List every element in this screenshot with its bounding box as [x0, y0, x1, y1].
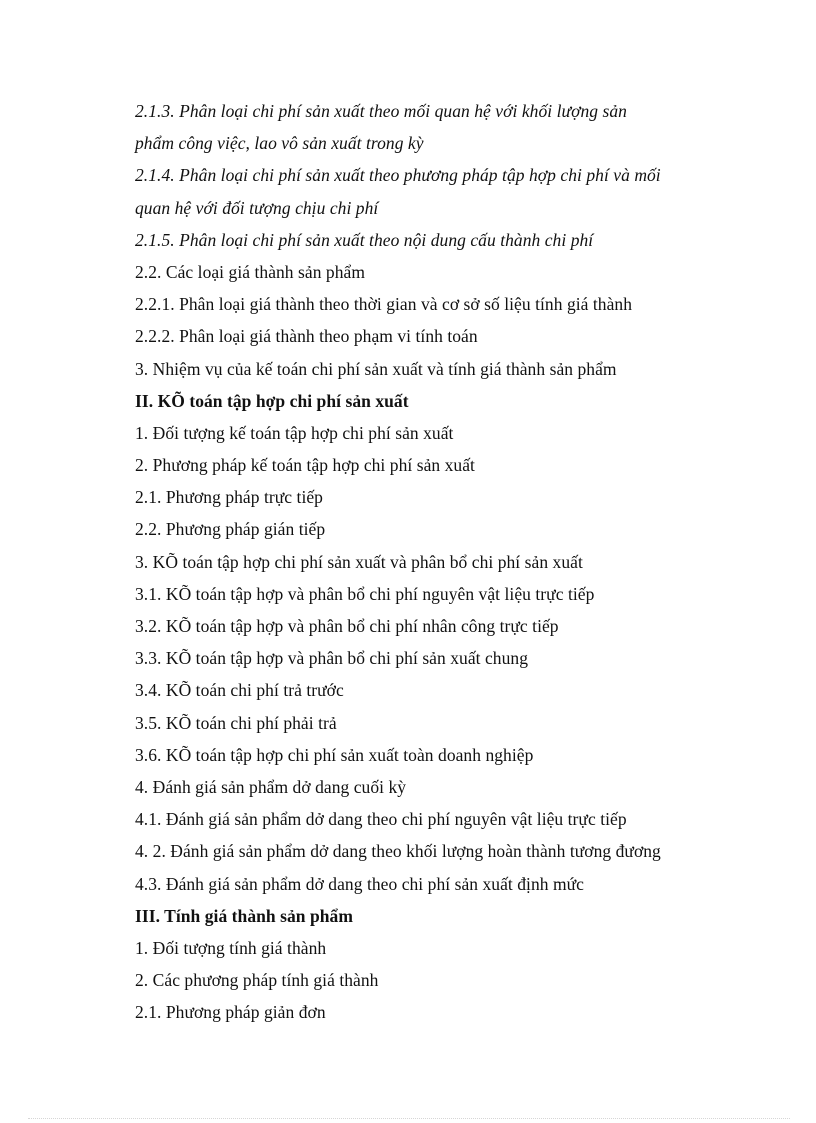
toc-line-ii-3: 3. KÕ toán tập hợp chi phí sản xuất và phân bổ chi phí sản xuất	[135, 551, 583, 572]
toc-line-ii-3-6: 3.6. KÕ toán tập hợp chi phí sản xuất toàn doanh nghiệp	[135, 744, 534, 765]
toc-line-3: 3. Nhiệm vụ của kế toán chi phí sản xuất và tính giá thành sản phẩm	[135, 358, 617, 379]
table-of-contents	[135, 95, 735, 1028]
toc-line-ii-3-5: 3.5. KÕ toán chi phí phải trả	[135, 712, 337, 733]
toc-line-2-1-4: 2.1.4. Phân loại chi phí sản xuất theo phương pháp tập hợp chi phí và mối	[135, 165, 661, 186]
toc-line-ii-3-2: 3.2. KÕ toán tập hợp và phân bổ chi phí nhân công trực tiếp	[135, 616, 559, 636]
toc-line-ii-2-2: 2.2. Phương pháp gián tiếp	[135, 519, 326, 540]
toc-line-iii-2: 2. Các phương pháp tính giá thành	[135, 970, 379, 991]
page-bottom-divider	[28, 1118, 790, 1119]
toc-line-2-1-5: 2.1.5. Phân loại chi phí sản xuất theo nội dung cấu thành chi phí	[135, 229, 594, 250]
toc-line-2-2-2: 2.2.2. Phân loại giá thành theo phạm vi tính toán	[135, 326, 478, 347]
toc-line-ii-4-1: 4.1. Đánh giá sản phẩm dở dang theo chi phí nguyên vật liệu trực tiếp	[135, 809, 627, 830]
toc-line-2-1-4-continued: quan hệ với đối tượng chịu chi phí	[135, 197, 379, 218]
toc-line-iii-1: 1. Đối tượng tính giá thành	[135, 937, 327, 958]
toc-line-ii-3-3: 3.3. KÕ toán tập hợp và phân bổ chi phí sản xuất chung	[135, 648, 528, 669]
toc-line-ii-2-1: 2.1. Phương pháp trực tiếp	[135, 487, 323, 508]
toc-line-ii-1: 1. Đối tượng kế toán tập hợp chi phí sản xuất	[135, 422, 454, 443]
toc-line-2-2-1: 2.2.1. Phân loại giá thành theo thời gian và cơ sở số liệu tính giá thành	[135, 294, 633, 315]
toc-line-ii-2: 2. Phương pháp kế toán tập hợp chi phí sản xuất	[135, 455, 475, 476]
toc-line-2-1-3-continued: phẩm công việc, lao vô sản xuất trong kỳ	[135, 133, 424, 154]
toc-line-ii-4-2: 4. 2. Đánh giá sản phẩm dở dang theo khối lượng hoàn thành tương đương	[135, 841, 661, 862]
toc-line-ii-4: 4. Đánh giá sản phẩm dở dang cuối kỳ	[135, 776, 407, 797]
toc-line-ii-3-1: 3.1. KÕ toán tập hợp và phân bổ chi phí nguyên vật liệu trực tiếp	[135, 583, 595, 604]
toc-line-ii-3-4: 3.4. KÕ toán chi phí trả trước	[135, 680, 344, 701]
toc-line-2-1-3: 2.1.3. Phân loại chi phí sản xuất theo mối quan hệ với khối lượng sản	[135, 101, 627, 121]
toc-heading-iii: III. Tính giá thành sản phẩm	[135, 905, 353, 926]
toc-line-ii-4-3: 4.3. Đánh giá sản phẩm dở dang theo chi phí sản xuất định mức	[135, 873, 584, 894]
toc-heading-ii: II. KÕ toán tập hợp chi phí sản xuất	[135, 390, 409, 411]
toc-line-iii-2-1: 2.1. Phương pháp giản đơn	[135, 1002, 326, 1023]
toc-line-2-2: 2.2. Các loại giá thành sản phẩm	[135, 261, 366, 282]
